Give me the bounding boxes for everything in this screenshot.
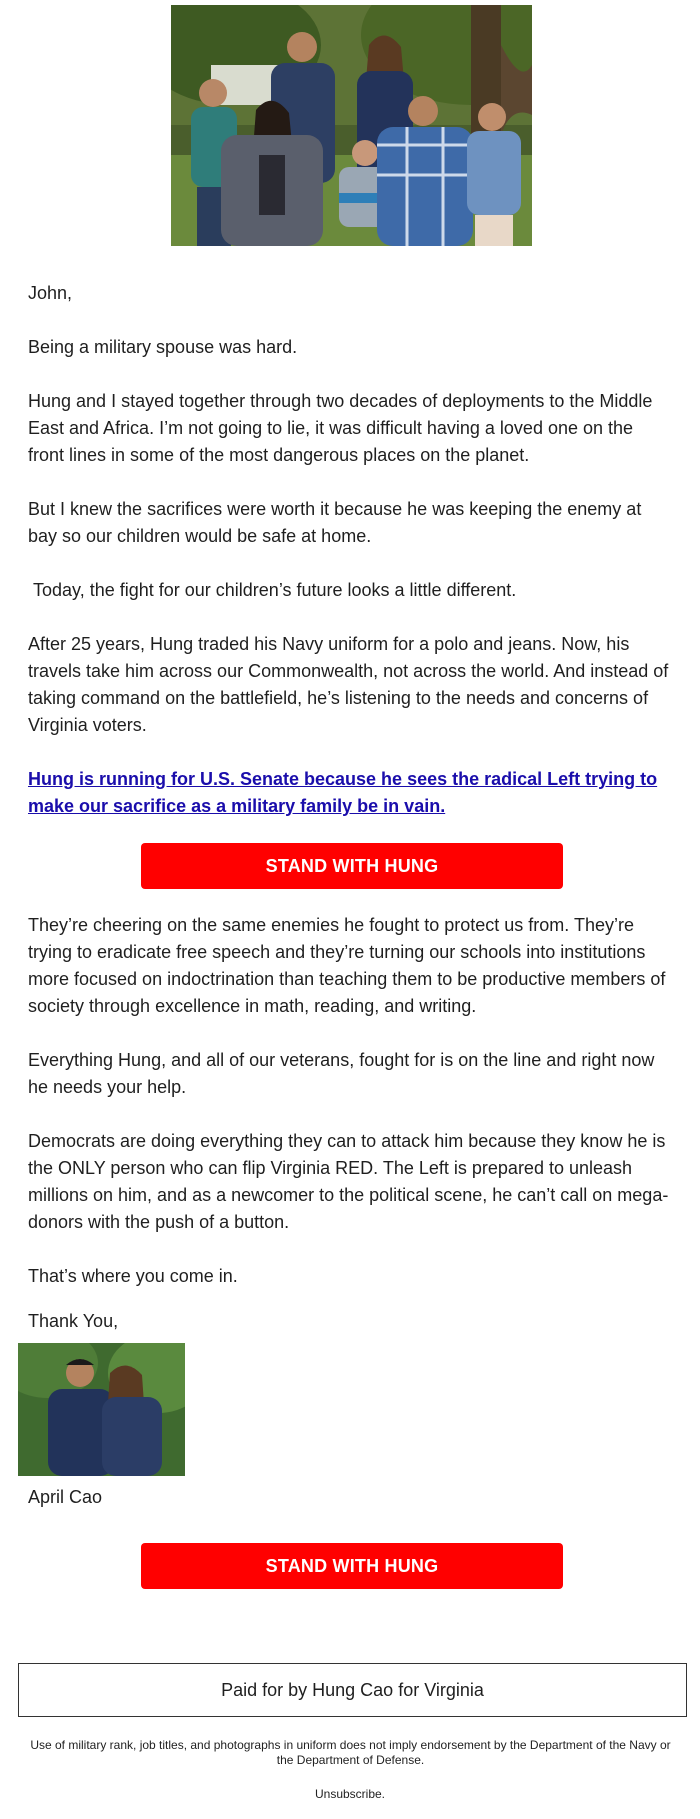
paragraph-3: But I knew the sacrifices were worth it because he was keeping the enemy at bay so our children would be safe at home. [28,499,642,546]
unsubscribe-link[interactable]: Unsubscribe. [314,1787,386,1801]
disclaimer: Use of military rank, job titles, and photographs in uniform does not imply endorsement by the Department of the Navy or the Department of Defense. [30,1738,671,1767]
greeting: John, [28,283,73,303]
stand-with-hung-button-2[interactable]: STAND WITH HUNG [141,1543,563,1589]
couple-photo-illustration [18,1343,185,1476]
paragraph-8: Democrats are doing everything they can to attack him because they know he is the ONLY person who can flip Virginia RED. The Left is prepared to unleash millions on him, and as a newcomer to the political scene, he can’t call on mega-donors with the push of a button. [28,1131,669,1232]
senate-run-link[interactable]: Hung is running for U.S. Senate because he sees the radical Left trying to make our sacrifice as a military family be in vain. [28,769,658,816]
paid-for-box: Paid for by Hung Cao for Virginia [18,1663,687,1717]
paragraph-1: Being a military spouse was hard. [28,337,298,357]
paragraph-9: That’s where you come in. [28,1266,238,1286]
signoff: Thank You, [28,1311,119,1331]
paragraph-7: Everything Hung, and all of our veterans, fought for is on the line and right now he needs your help. [28,1050,655,1097]
paragraph-6: They’re cheering on the same enemies he fought to protect us from. They’re trying to eradicate free speech and they’re turning our schools into institutions more focused on indoctrination than teaching them to be productive members of society through excellence in math, reading, and writing. [28,915,666,1016]
paragraph-2: Hung and I stayed together through two decades of deployments to the Middle East and Africa. I’m not going to lie, it was difficult having a loved one on the front lines in some of the most dangerous places on the planet. [28,391,653,465]
stand-with-hung-button[interactable]: STAND WITH HUNG [141,843,563,889]
signature-name: April Cao [28,1487,103,1507]
family-photo-illustration [171,5,532,246]
family-photo [171,5,532,246]
paragraph-5: After 25 years, Hung traded his Navy uniform for a polo and jeans. Now, his travels take him across our Commonwealth, not across the world. And instead of taking command on the battlefield, he’s listening to the needs and concerns of Virginia voters. [28,634,669,735]
paragraph-4: Today, the fight for our children’s future looks a little different. [28,580,517,600]
couple-photo [18,1343,185,1476]
